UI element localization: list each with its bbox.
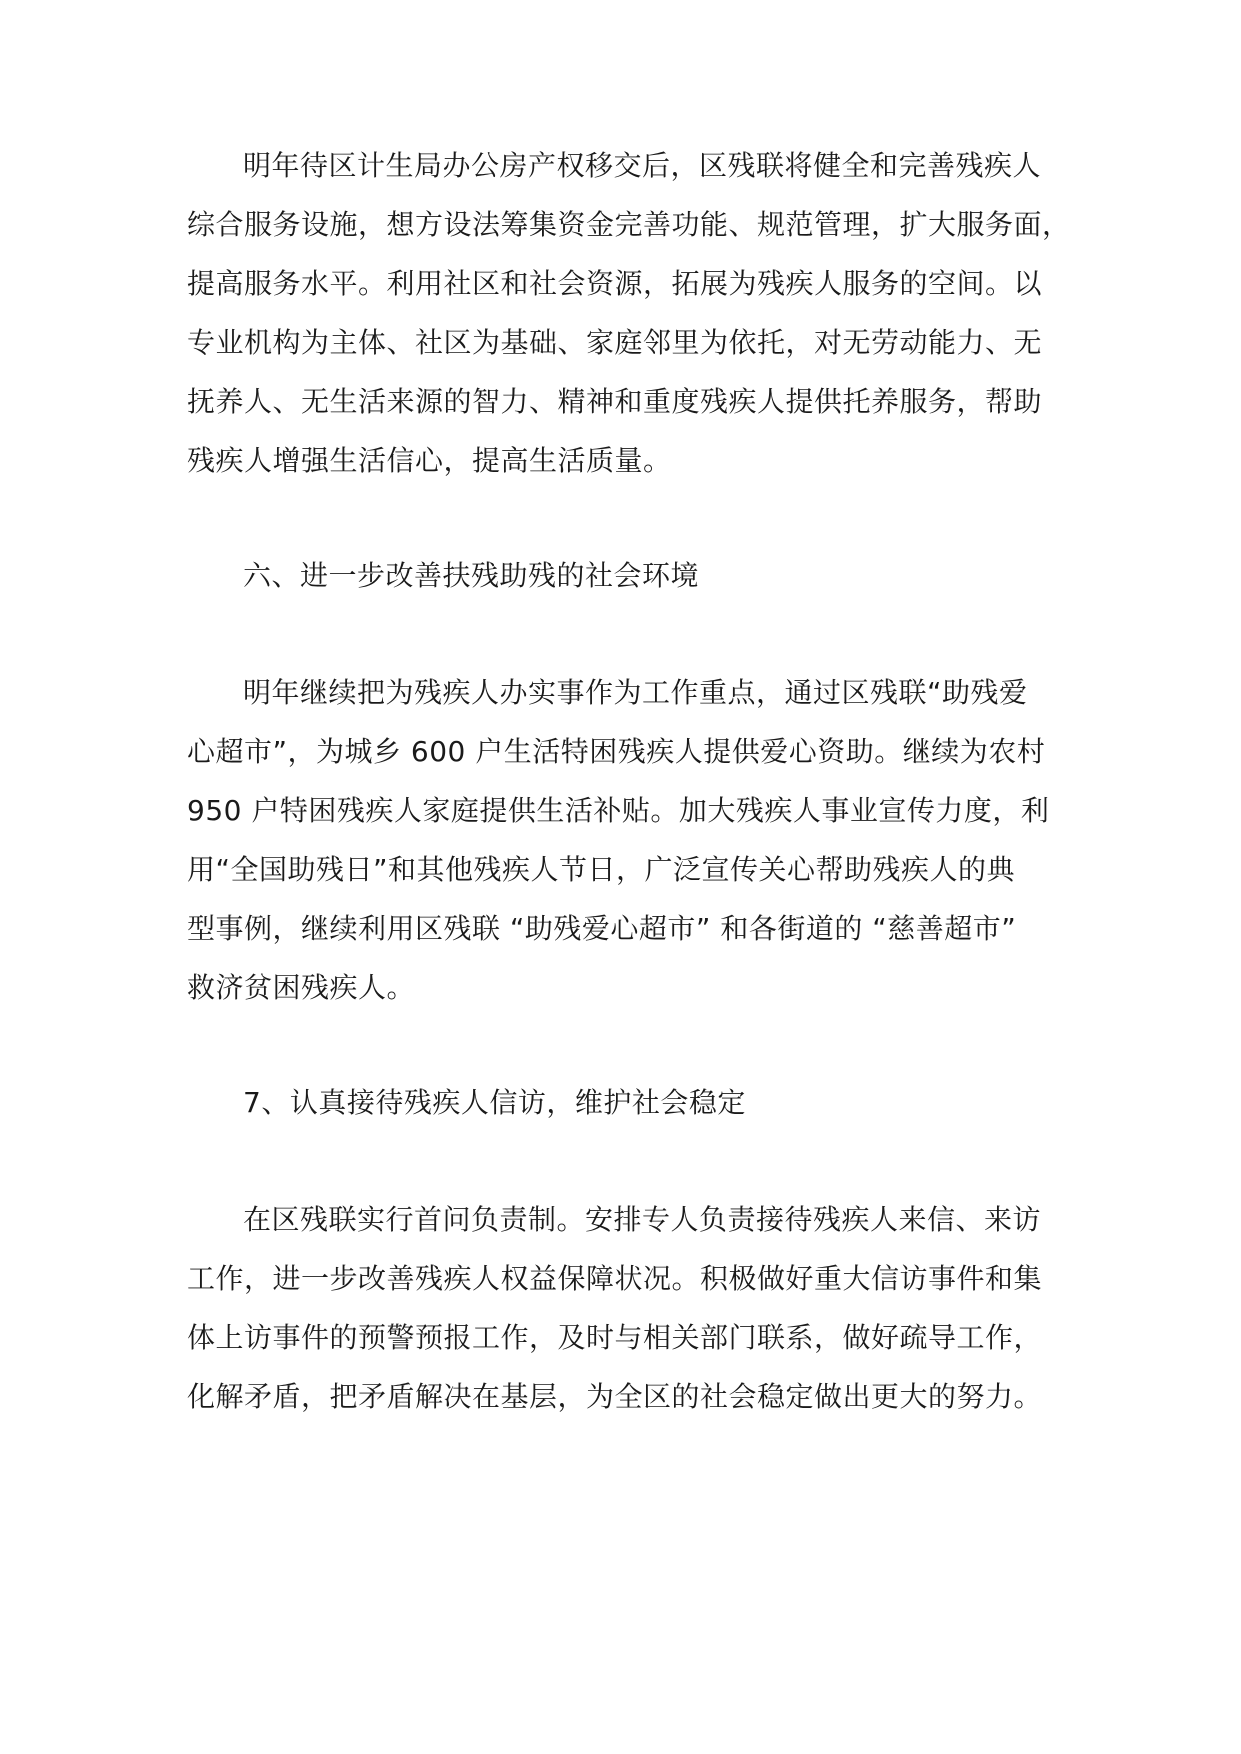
paragraph-1-line-3: 提高服务水平。利用社区和社会资源，拓展为残疾人服务的空间。以 xyxy=(187,267,1043,300)
paragraph-2-line-5: 型事例，继续利用区残联 “助残爱心超市” 和各街道的 “慈善超市” xyxy=(187,912,1017,945)
paragraph-1-line-2: 综合服务设施，想方设法筹集资金完善功能、规范管理，扩大服务面， xyxy=(187,208,1071,241)
paragraph-2-line-1: 明年继续把为残疾人办实事作为工作重点，通过区残联“助残爱 xyxy=(243,676,1028,709)
paragraph-2-line-6: 救济贫困残疾人。 xyxy=(187,971,416,1004)
paragraph-2-line-3: 950 户特困残疾人家庭提供生活补贴。加大残疾人事业宣传力度，利 xyxy=(187,794,1050,827)
paragraph-3-line-1: 在区残联实行首问负责制。安排专人负责接待残疾人来信、来访 xyxy=(243,1203,1042,1236)
paragraph-2-line-4: 用“全国助残日”和其他残疾人节日，广泛宣传关心帮助残疾人的典 xyxy=(187,853,1016,886)
paragraph-3-line-4: 化解矛盾，把矛盾解决在基层，为全区的社会稳定做出更大的努力。 xyxy=(187,1380,1043,1413)
section-heading-7: 7、认真接待残疾人信访，维护社会稳定 xyxy=(243,1086,746,1119)
section-heading-6: 六、进一步改善扶残助残的社会环境 xyxy=(243,559,700,592)
paragraph-1-line-6: 残疾人增强生活信心，提高生活质量。 xyxy=(187,444,672,477)
paragraph-1-line-5: 抚养人、无生活来源的智力、精神和重度残疾人提供托养服务，帮助 xyxy=(187,385,1043,418)
paragraph-2-line-2: 心超市”，为城乡 600 户生活特困残疾人提供爱心资助。继续为农村 xyxy=(187,735,1046,768)
paragraph-1-line-4: 专业机构为主体、社区为基础、家庭邻里为依托，对无劳动能力、无 xyxy=(187,326,1043,359)
paragraph-3-line-3: 体上访事件的预警预报工作，及时与相关部门联系，做好疏导工作， xyxy=(187,1321,1043,1354)
paragraph-3-line-2: 工作，进一步改善残疾人权益保障状况。积极做好重大信访事件和集 xyxy=(187,1262,1043,1295)
paragraph-1-line-1: 明年待区计生局办公房产权移交后，区残联将健全和完善残疾人 xyxy=(243,149,1042,182)
